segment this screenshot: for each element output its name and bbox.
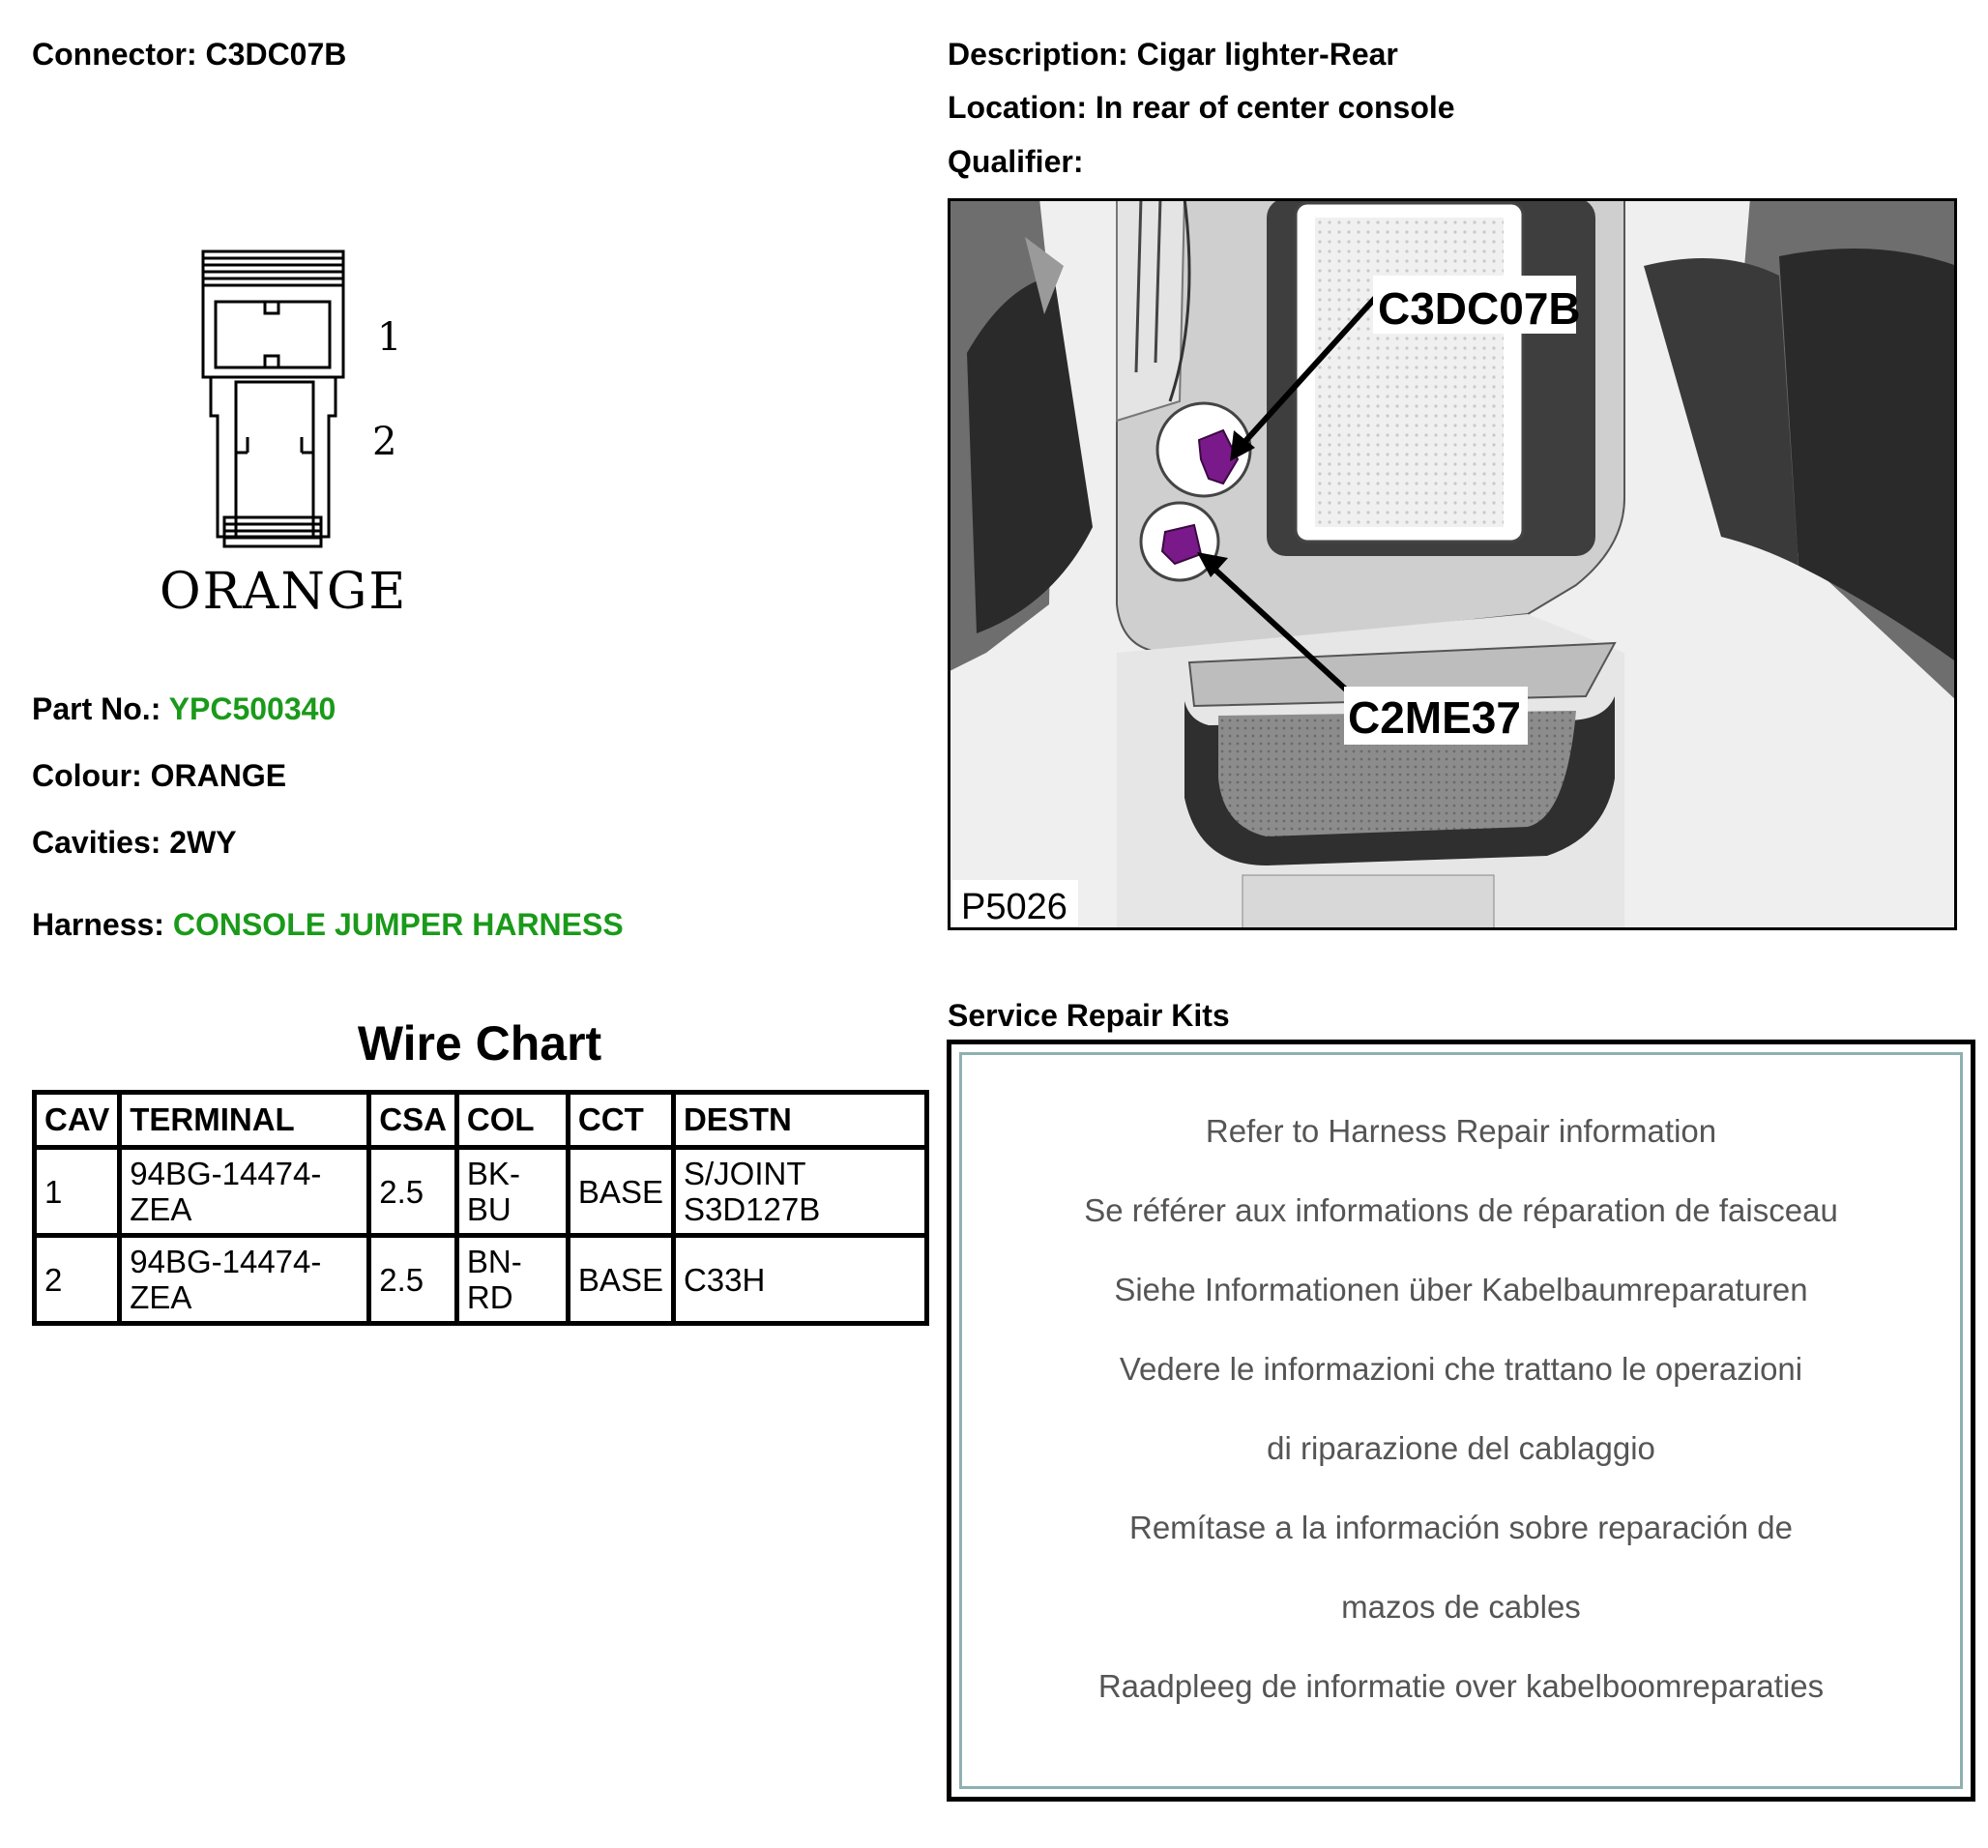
colour-field <box>32 758 286 794</box>
connector-value: C3DC07B <box>205 37 347 72</box>
col-header-destn: DESTN <box>673 1093 926 1148</box>
col-header-csa: CSA <box>369 1093 457 1148</box>
qualifier-label: Qualifier: <box>948 144 1084 179</box>
location-field <box>948 90 1455 126</box>
callout-c3dc07b: C3DC07B <box>1378 283 1581 334</box>
cell-cct: BASE <box>568 1236 673 1324</box>
cell-destn: S/JOINT S3D127B <box>673 1148 926 1236</box>
connector-face-diagram <box>155 247 425 556</box>
col-header-col: COL <box>456 1093 568 1148</box>
cell-cct: BASE <box>568 1148 673 1236</box>
cell-csa: 2.5 <box>369 1148 457 1236</box>
cavities-label: Cavities: <box>32 825 161 860</box>
table-row <box>35 1236 927 1324</box>
repair-info-line: Raadpleeg de informatie over kabelboomreparaties <box>1097 1668 1825 1704</box>
col-header-cav: CAV <box>35 1093 120 1148</box>
photo-id-label: P5026 <box>961 887 1067 927</box>
col-header-cct: CCT <box>568 1093 673 1148</box>
callout-c2me37: C2ME37 <box>1348 692 1521 743</box>
cell-col: BK-BU <box>456 1148 568 1236</box>
location-label: Location: <box>948 90 1087 125</box>
repair-info-line: Siehe Informationen über Kabelbaumreparaturen <box>1114 1272 1808 1307</box>
harness-field <box>32 907 624 943</box>
col-header-terminal: TERMINAL <box>120 1093 369 1148</box>
part-number-field <box>32 691 336 727</box>
cell-terminal: 94BG-14474-ZEA <box>120 1148 369 1236</box>
cavities-value: 2WY <box>169 825 237 860</box>
connector-colour-label: ORANGE <box>160 563 408 621</box>
repair-info-line: mazos de cables <box>1341 1589 1581 1625</box>
cell-cav: 1 <box>35 1148 120 1236</box>
qualifier-field <box>948 144 1083 180</box>
cell-cav: 2 <box>35 1236 120 1324</box>
repair-info-line: Se référer aux informations de réparation de faisceau <box>1084 1192 1838 1228</box>
colour-value: ORANGE <box>150 758 287 793</box>
wire-chart-title: Wire Chart <box>357 1016 602 1071</box>
connector-label: Connector: <box>32 37 197 72</box>
harness-link[interactable]: CONSOLE JUMPER HARNESS <box>172 907 624 942</box>
colour-label: Colour: <box>32 758 142 793</box>
cell-col: BN-RD <box>456 1236 568 1324</box>
description-field <box>948 37 1398 73</box>
pin-label-1: 1 <box>377 315 402 360</box>
repair-info-line: di riparazione del cablaggio <box>1267 1430 1655 1466</box>
location-value: In rear of center console <box>1095 90 1455 125</box>
harness-label: Harness: <box>32 907 164 942</box>
wire-chart-table <box>32 1090 929 1326</box>
description-value: Cigar lighter-Rear <box>1136 37 1398 72</box>
repair-info-line: Remítase a la información sobre reparación de <box>1128 1510 1794 1545</box>
table-row <box>35 1148 927 1236</box>
service-repair-kits-title: Service Repair Kits <box>948 998 1230 1033</box>
pin-label-2: 2 <box>372 420 397 464</box>
cell-destn: C33H <box>673 1236 926 1324</box>
wire-chart-header-row <box>35 1093 927 1148</box>
cell-terminal: 94BG-14474-ZEA <box>120 1236 369 1324</box>
repair-info-line: Vedere le informazioni che trattano le operazioni <box>1119 1351 1803 1387</box>
part-number-label: Part No.: <box>32 691 161 726</box>
part-number-link[interactable]: YPC500340 <box>168 691 336 726</box>
description-label: Description: <box>948 37 1128 72</box>
service-repair-kits-box <box>947 1040 1975 1802</box>
cell-csa: 2.5 <box>369 1236 457 1324</box>
repair-info-line: Refer to Harness Repair information <box>1205 1113 1717 1149</box>
connector-field <box>32 37 346 73</box>
connector-location-photo <box>948 198 1957 930</box>
cavities-field <box>32 825 237 861</box>
service-repair-kits-panel <box>959 1052 1963 1789</box>
